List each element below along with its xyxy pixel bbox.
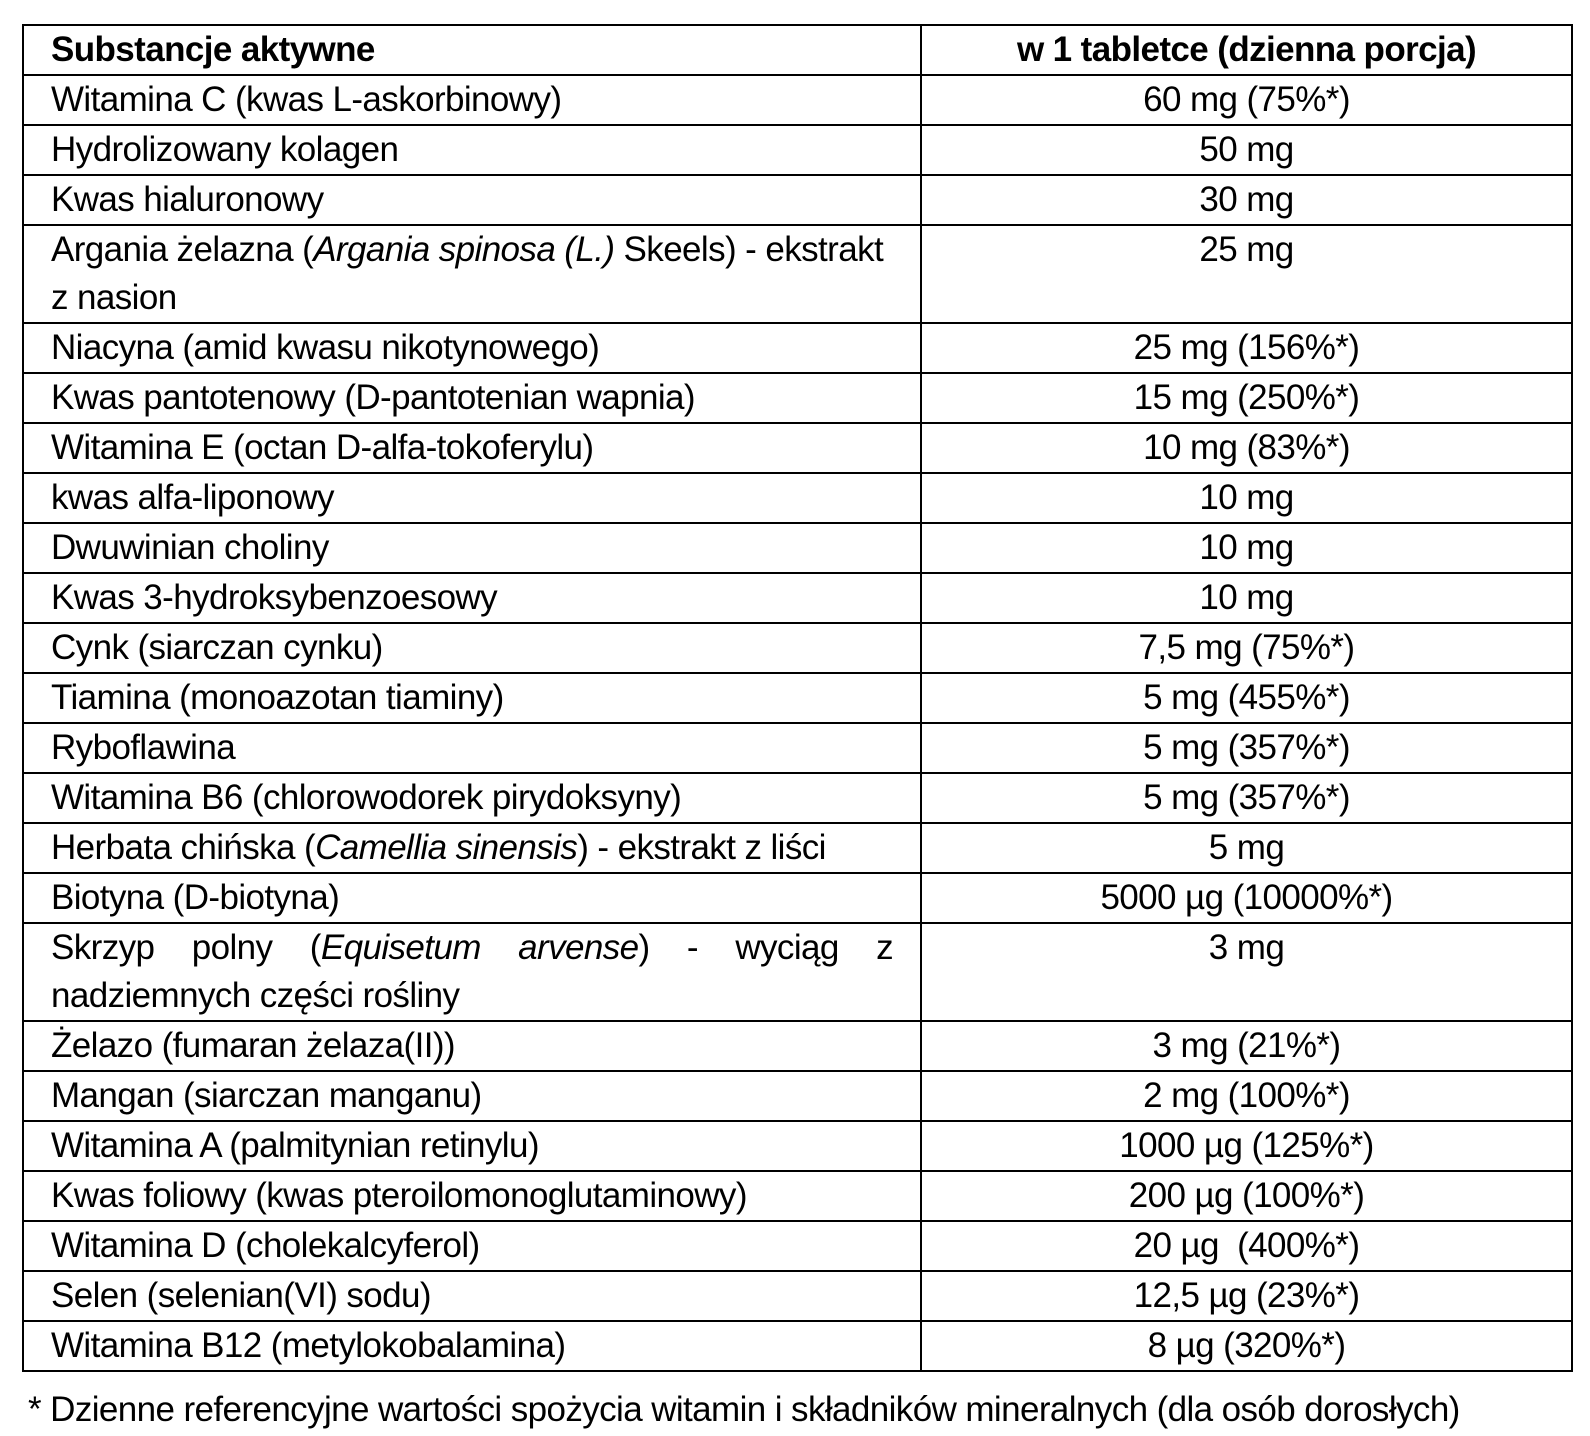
ingredient-name: Witamina B6 (chlorowodorek pirydoksyny) bbox=[23, 773, 921, 823]
ingredient-amount: 5 mg bbox=[921, 823, 1572, 873]
latin-name: Camellia sinensis bbox=[315, 828, 578, 867]
table-row bbox=[23, 773, 1572, 823]
ingredient-amount: 10 mg bbox=[921, 523, 1572, 573]
ingredient-name: Kwas hialuronowy bbox=[23, 175, 921, 225]
latin-name: Argania spinosa (L.) bbox=[313, 230, 615, 269]
header-active-substances: Substancje aktywne bbox=[23, 25, 921, 75]
table-row bbox=[23, 423, 1572, 473]
ingredient-name: Kwas pantotenowy (D-pantotenian wapnia) bbox=[23, 373, 921, 423]
ingredient-amount: 25 mg (156%*) bbox=[921, 323, 1572, 373]
ingredient-amount: 7,5 mg (75%*) bbox=[921, 623, 1572, 673]
table-row bbox=[23, 873, 1572, 923]
table-row bbox=[23, 1221, 1572, 1271]
ingredient-name: Dwuwinian choliny bbox=[23, 523, 921, 573]
ingredient-amount: 5 mg (357%*) bbox=[921, 773, 1572, 823]
ingredient-amount: 30 mg bbox=[921, 175, 1572, 225]
ingredient-amount: 200 µg (100%*) bbox=[921, 1171, 1572, 1221]
ingredient-amount: 1000 µg (125%*) bbox=[921, 1121, 1572, 1171]
ingredient-name: Cynk (siarczan cynku) bbox=[23, 623, 921, 673]
table-row bbox=[23, 823, 1572, 873]
ingredient-name: Selen (selenian(VI) sodu) bbox=[23, 1271, 921, 1321]
ingredient-amount: 20 µg (400%*) bbox=[921, 1221, 1572, 1271]
ingredient-name: Witamina A (palmitynian retinylu) bbox=[23, 1121, 921, 1171]
ingredient-amount: 15 mg (250%*) bbox=[921, 373, 1572, 423]
table-row bbox=[23, 373, 1572, 423]
ingredient-amount: 5 mg (357%*) bbox=[921, 723, 1572, 773]
ingredient-amount: 10 mg bbox=[921, 473, 1572, 523]
ingredient-name: Witamina E (octan D-alfa-tokoferylu) bbox=[23, 423, 921, 473]
table-row bbox=[23, 673, 1572, 723]
latin-name: Equisetum arvense bbox=[320, 928, 639, 967]
table-row bbox=[23, 175, 1572, 225]
ingredient-amount: 5000 µg (10000%*) bbox=[921, 873, 1572, 923]
ingredient-name: Kwas foliowy (kwas pteroilomonoglutaminowy) bbox=[23, 1171, 921, 1221]
ingredient-name: kwas alfa-liponowy bbox=[23, 473, 921, 523]
ingredient-name-part: ) - wyciąg z nadziemnych części rośliny bbox=[51, 928, 894, 1015]
ingredient-amount: 3 mg (21%*) bbox=[921, 1021, 1572, 1071]
table-row bbox=[23, 1171, 1572, 1221]
ingredient-name: Witamina B12 (metylokobalamina) bbox=[23, 1321, 921, 1371]
ingredient-name bbox=[23, 823, 921, 873]
table-row bbox=[23, 573, 1572, 623]
table-row bbox=[23, 723, 1572, 773]
ingredient-name: Ryboflawina bbox=[23, 723, 921, 773]
ingredient-amount: 25 mg bbox=[921, 225, 1572, 323]
ingredient-name: Niacyna (amid kwasu nikotynowego) bbox=[23, 323, 921, 373]
ingredient-amount: 50 mg bbox=[921, 125, 1572, 175]
ingredient-amount: 10 mg bbox=[921, 573, 1572, 623]
ingredient-name bbox=[23, 225, 921, 323]
ingredient-name: Kwas 3-hydroksybenzoesowy bbox=[23, 573, 921, 623]
table-row bbox=[23, 473, 1572, 523]
ingredient-name: Hydrolizowany kolagen bbox=[23, 125, 921, 175]
table-row bbox=[23, 323, 1572, 373]
table-row bbox=[23, 225, 1572, 323]
ingredient-name-part: Skeels) - ekstrakt z nasion bbox=[51, 230, 884, 317]
ingredient-name: Witamina C (kwas L-askorbinowy) bbox=[23, 75, 921, 125]
table-row bbox=[23, 923, 1572, 1021]
ingredient-amount: 60 mg (75%*) bbox=[921, 75, 1572, 125]
ingredients-table-wrapper bbox=[22, 24, 1571, 1372]
table-row bbox=[23, 75, 1572, 125]
ingredient-amount: 2 mg (100%*) bbox=[921, 1071, 1572, 1121]
table-row bbox=[23, 1071, 1572, 1121]
table-row bbox=[23, 125, 1572, 175]
table-row bbox=[23, 1121, 1572, 1171]
table-row bbox=[23, 1021, 1572, 1071]
ingredient-name-part: Argania żelazna ( bbox=[51, 230, 314, 269]
ingredient-name: Witamina D (cholekalcyferol) bbox=[23, 1221, 921, 1271]
ingredient-name-part: ) - ekstrakt z liści bbox=[577, 828, 826, 867]
table-header-row bbox=[23, 25, 1572, 75]
ingredient-name: Tiamina (monoazotan tiaminy) bbox=[23, 673, 921, 723]
ingredient-amount: 5 mg (455%*) bbox=[921, 673, 1572, 723]
ingredient-name-part: Herbata chińska ( bbox=[51, 828, 316, 867]
ingredients-table bbox=[22, 24, 1573, 1372]
ingredient-amount: 8 µg (320%*) bbox=[921, 1321, 1572, 1371]
ingredient-amount: 10 mg (83%*) bbox=[921, 423, 1572, 473]
table-row bbox=[23, 1271, 1572, 1321]
table-row bbox=[23, 1321, 1572, 1371]
ingredient-name bbox=[23, 923, 921, 1021]
ingredient-amount: 12,5 µg (23%*) bbox=[921, 1271, 1572, 1321]
ingredient-name: Biotyna (D-biotyna) bbox=[23, 873, 921, 923]
ingredient-amount: 3 mg bbox=[921, 923, 1572, 1021]
ingredient-name-part: Skrzyp polny ( bbox=[51, 928, 321, 967]
ingredient-name: Mangan (siarczan manganu) bbox=[23, 1071, 921, 1121]
table-row bbox=[23, 623, 1572, 673]
header-per-tablet: w 1 tabletce (dzienna porcja) bbox=[921, 25, 1572, 75]
table-row bbox=[23, 523, 1572, 573]
ingredient-name: Żelazo (fumaran żelaza(II)) bbox=[23, 1021, 921, 1071]
footnote: * Dzienne referencyjne wartości spożycia witamin i składników mineralnych (dla osób dorosłych) bbox=[28, 1390, 1460, 1429]
